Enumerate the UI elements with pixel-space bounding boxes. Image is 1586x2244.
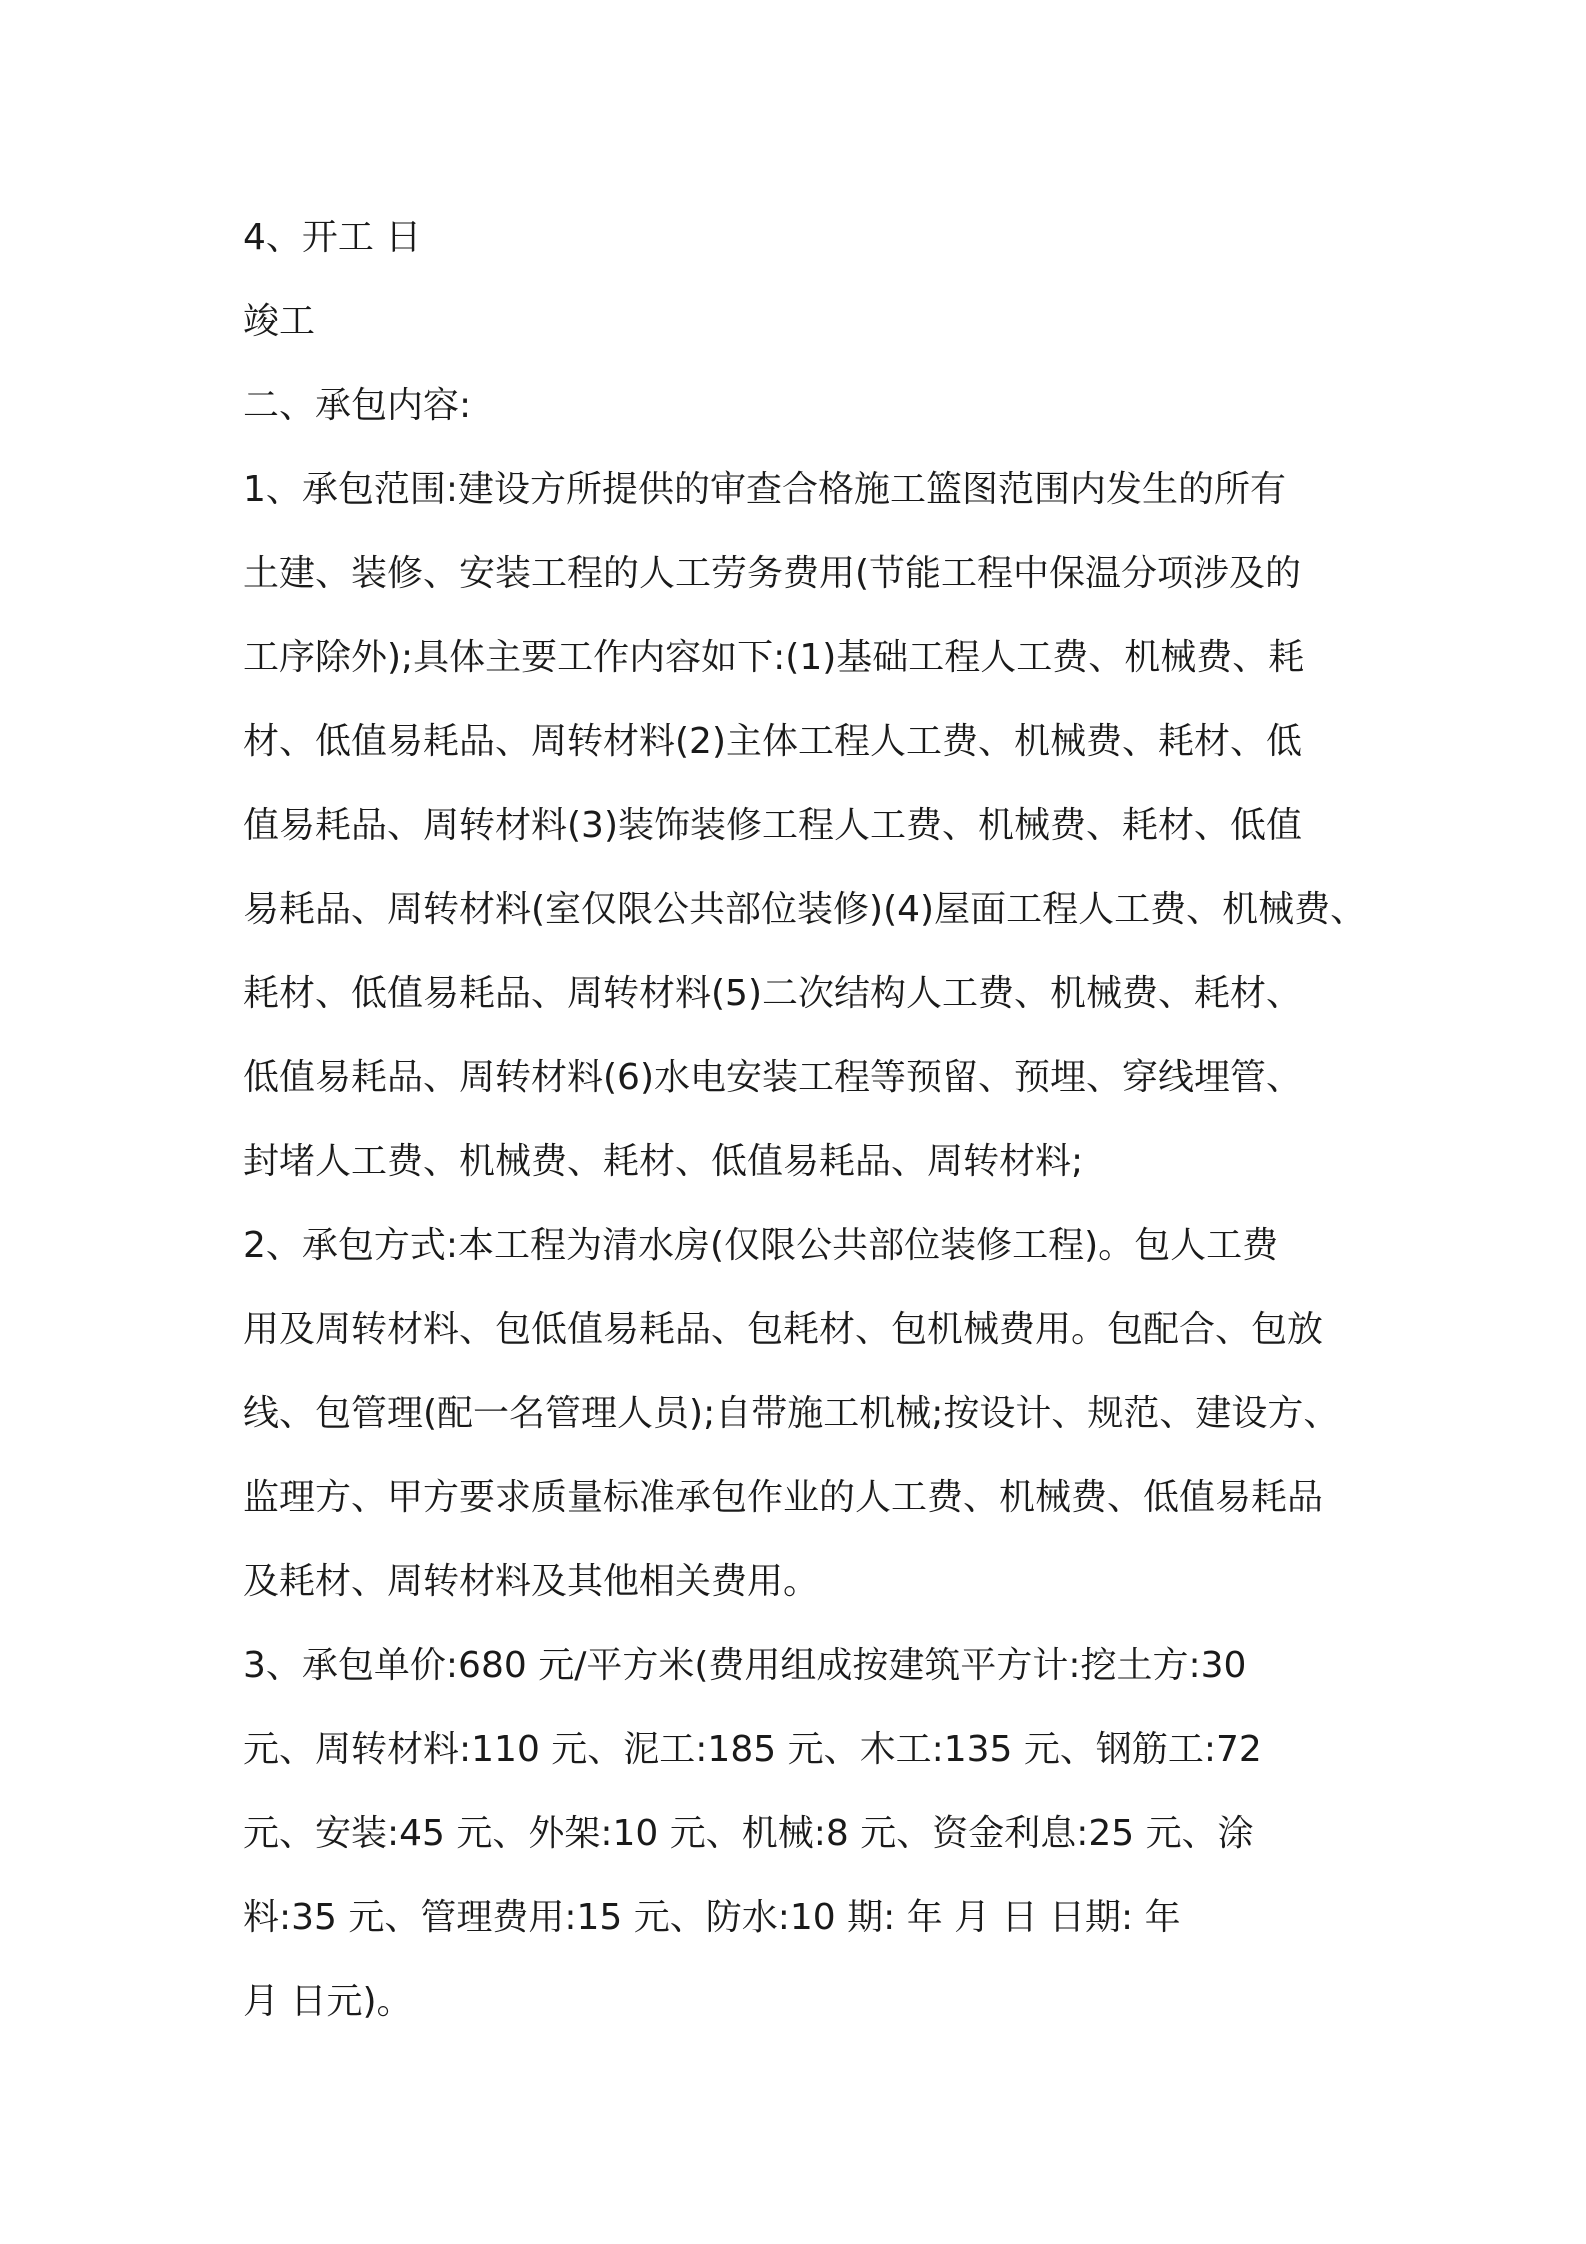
text-line: 2、承包方式:本工程为清水房(仅限公共部位装修工程)。包人工费 [243,1225,1279,1266]
text-line: 3、承包单价:680 元/平方米(费用组成按建筑平方计:挖土方:30 [243,1645,1247,1686]
text-line: 1、承包范围:建设方所提供的审查合格施工篮图范围内发生的所有 [243,469,1287,510]
text-line: 封堵人工费、机械费、耗材、低值易耗品、周转材料; [243,1141,1084,1182]
text-line: 及耗材、周转材料及其他相关费用。 [243,1561,820,1602]
document-body [243,196,1367,2044]
text-line: 监理方、甲方要求质量标准承包作业的人工费、机械费、低值易耗品 [243,1477,1324,1518]
text-line: 元、周转材料:110 元、泥工:185 元、木工:135 元、钢筋工:72 [243,1729,1262,1770]
text-line: 土建、装修、安装工程的人工劳务费用(节能工程中保温分项涉及的 [243,553,1302,594]
text-line: 用及周转材料、包低值易耗品、包耗材、包机械费用。包配合、包放 [243,1309,1324,1350]
section-heading: 二、承包内容: [243,385,472,426]
text-line: 元、安装:45 元、外架:10 元、机械:8 元、资金利息:25 元、涂 [243,1813,1254,1854]
text-line: 易耗品、周转材料(室仅限公共部位装修)(4)屋面工程人工费、机械费、 [243,889,1367,930]
text-line: 低值易耗品、周转材料(6)水电安装工程等预留、预埋、穿线埋管、 [243,1057,1302,1098]
text-line: 料:35 元、管理费用:15 元、防水:10 期: 年 月 日 日期: 年 [243,1897,1181,1938]
text-line: 工序除外);具体主要工作内容如下:(1)基础工程人工费、机械费、耗 [243,637,1305,678]
text-line: 值易耗品、周转材料(3)装饰装修工程人工费、机械费、耗材、低值 [243,805,1302,846]
text-line: 月 日元)。 [243,1981,413,2022]
text-line: 材、低值易耗品、周转材料(2)主体工程人工费、机械费、耗材、低 [243,721,1302,762]
text-line: 线、包管理(配一名管理人员);自带施工机械;按设计、规范、建设方、 [243,1393,1340,1434]
text-line: 4、开工 日 [243,217,422,258]
text-line: 竣工 [243,301,316,342]
text-line: 耗材、低值易耗品、周转材料(5)二次结构人工费、机械费、耗材、 [243,973,1302,1014]
